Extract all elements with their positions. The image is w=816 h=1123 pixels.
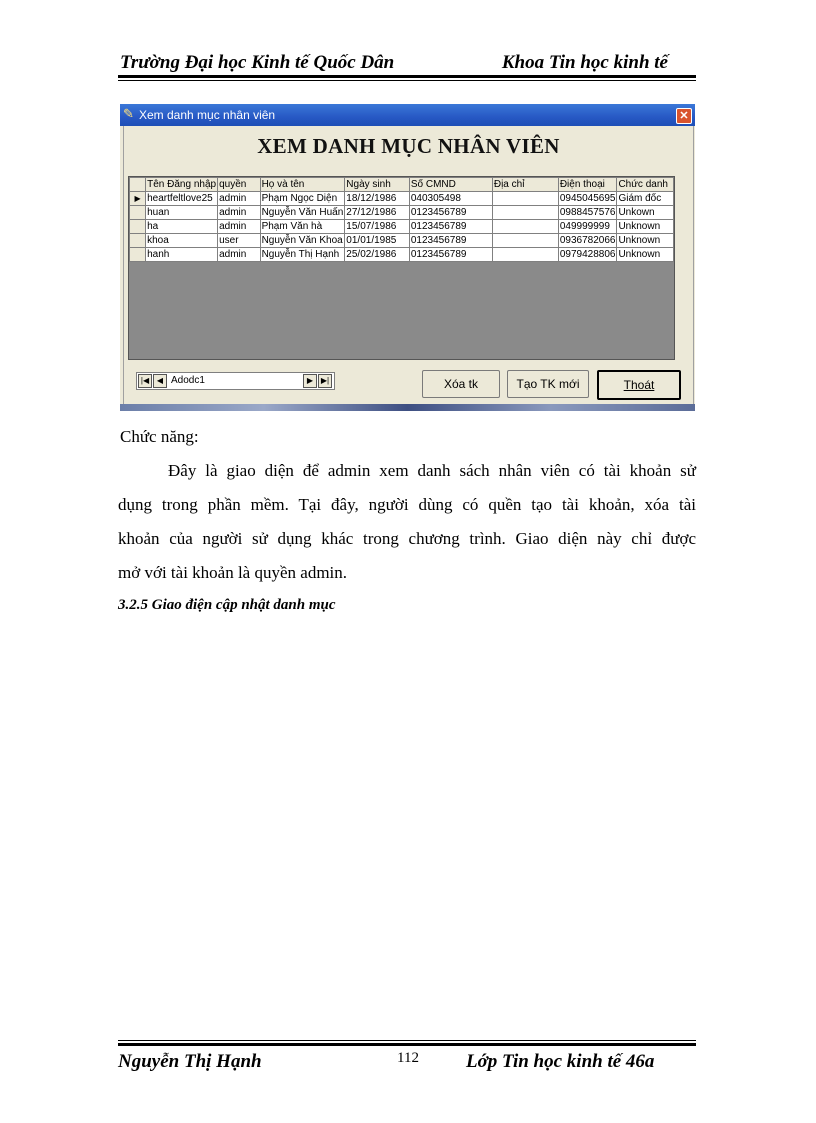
cell[interactable]: ha — [146, 220, 218, 234]
cell[interactable]: Giám đốc — [617, 192, 674, 206]
column-header[interactable]: Số CMND — [409, 178, 492, 192]
cell[interactable]: heartfeltlove25 — [146, 192, 218, 206]
cell[interactable]: 0123456789 — [409, 206, 492, 220]
row-indicator-header — [130, 178, 146, 192]
table-row[interactable] — [130, 248, 674, 262]
cell[interactable]: 27/12/1986 — [345, 206, 410, 220]
employee-list-window — [120, 104, 695, 411]
cell[interactable]: hanh — [146, 248, 218, 262]
next-record-icon[interactable]: ▶ — [303, 374, 317, 388]
table-row[interactable] — [130, 220, 674, 234]
cell[interactable]: Nguyễn Văn Khoa — [260, 234, 345, 248]
window-titlebar — [120, 104, 695, 126]
cell[interactable]: 040305498 — [409, 192, 492, 206]
section-subheading: 3.2.5 Giao điện cập nhật danh mục — [118, 597, 336, 613]
cell[interactable] — [492, 220, 558, 234]
row-indicator — [130, 206, 146, 220]
paragraph-line: dụng trong phần mềm. Tại đây, người dùng có quền tạo tài khoản, xóa tài — [118, 495, 696, 514]
header-faculty: Khoa Tin học kinh tế — [501, 52, 668, 73]
row-indicator — [130, 248, 146, 262]
column-header[interactable]: Chức danh — [617, 178, 674, 192]
cell[interactable]: admin — [218, 192, 260, 206]
paragraph-line: mở với tài khoản là quyền admin. — [118, 563, 348, 582]
row-indicator — [130, 234, 146, 248]
column-header[interactable]: Địa chỉ — [492, 178, 558, 192]
header-university: Trường Đại học Kinh tế Quốc Dân — [120, 52, 395, 73]
cell[interactable]: 18/12/1986 — [345, 192, 410, 206]
column-header[interactable]: Điện thoại — [558, 178, 617, 192]
footer-rule-thin — [118, 1040, 696, 1041]
prev-record-icon[interactable]: ◀ — [153, 374, 167, 388]
row-indicator — [130, 220, 146, 234]
employee-data-grid[interactable] — [128, 176, 675, 360]
header-rule — [118, 75, 696, 78]
cell[interactable]: admin — [218, 206, 260, 220]
paragraph-line: Đây là giao diện để admin xem danh sách nhân viên có tài khoản sử — [168, 461, 696, 480]
first-record-icon[interactable]: |◀ — [138, 374, 152, 388]
header-rule-thin — [118, 80, 696, 81]
cell[interactable]: khoa — [146, 234, 218, 248]
last-record-icon[interactable]: ▶| — [318, 374, 332, 388]
cell[interactable] — [492, 234, 558, 248]
cell[interactable]: 01/01/1985 — [345, 234, 410, 248]
paragraph-line: khoản của người sử dụng khác trong chương trình. Giao diện này chỉ được — [118, 529, 696, 548]
cell[interactable]: Nguyễn Thị Hạnh — [260, 248, 345, 262]
footer-class: Lớp Tin học kinh tế 46a — [466, 1051, 655, 1072]
page-number: 112 — [397, 1050, 419, 1066]
current-row-icon: ▶ — [130, 192, 146, 206]
cell[interactable]: Nguyễn Văn Huấn — [261, 206, 344, 218]
navigator-caption: Adodc1 — [171, 375, 205, 386]
cell[interactable]: Unknown — [617, 220, 674, 234]
employee-table — [129, 177, 674, 262]
exit-button[interactable] — [597, 370, 681, 400]
cell[interactable]: 0936782066 — [559, 234, 616, 246]
create-account-button[interactable]: Tạo TK mới — [507, 370, 589, 398]
footer-author: Nguyễn Thị Hạnh — [118, 1051, 262, 1072]
cell[interactable]: Unkown — [617, 206, 674, 220]
cell[interactable]: 0123456789 — [409, 220, 492, 234]
cell[interactable]: 0123456789 — [409, 234, 492, 248]
page-header — [118, 52, 696, 78]
cell[interactable] — [492, 248, 558, 262]
column-header[interactable]: Họ và tên — [260, 178, 345, 192]
table-row[interactable] — [130, 234, 674, 248]
column-header[interactable]: Tên Đăng nhập — [147, 178, 217, 190]
cell[interactable]: 25/02/1986 — [345, 248, 410, 262]
window-body — [123, 126, 694, 406]
window-bottom-edge — [120, 404, 695, 411]
table-header-row — [130, 178, 674, 192]
cell[interactable]: Phạm Văn hà — [260, 220, 345, 234]
column-header[interactable]: quyền — [218, 178, 260, 192]
form-heading: XEM DANH MỤC NHÂN VIÊN — [257, 134, 560, 158]
app-icon: ✎ — [123, 106, 134, 121]
function-label: Chức năng: — [120, 427, 199, 446]
table-row[interactable] — [130, 192, 674, 206]
close-icon[interactable]: ✕ — [676, 108, 692, 124]
cell[interactable]: 0945045695 — [559, 192, 616, 204]
cell[interactable]: 0979428806 — [559, 248, 616, 260]
cell[interactable] — [492, 192, 558, 206]
cell[interactable]: admin — [218, 248, 260, 262]
cell[interactable]: Unknown — [617, 248, 674, 262]
cell[interactable]: 0988457576 — [559, 206, 616, 218]
cell[interactable]: 049999999 — [558, 220, 617, 234]
window-title: Xem danh mục nhân viên — [139, 108, 276, 122]
column-header[interactable]: Ngày sinh — [345, 178, 410, 192]
footer-rule — [118, 1043, 696, 1046]
cell[interactable]: Phạm Ngọc Diện — [260, 192, 345, 206]
cell[interactable]: 15/07/1986 — [345, 220, 410, 234]
record-navigator — [136, 372, 335, 390]
delete-account-button[interactable]: Xóa tk — [422, 370, 500, 398]
exit-button-label: Thoát — [623, 378, 655, 392]
cell[interactable]: admin — [218, 220, 260, 234]
table-row[interactable] — [130, 206, 674, 220]
cell[interactable]: 0123456789 — [409, 248, 492, 262]
cell[interactable] — [492, 206, 558, 220]
cell[interactable]: huan — [146, 206, 218, 220]
cell[interactable]: Unknown — [617, 234, 674, 248]
cell[interactable]: user — [218, 234, 260, 248]
